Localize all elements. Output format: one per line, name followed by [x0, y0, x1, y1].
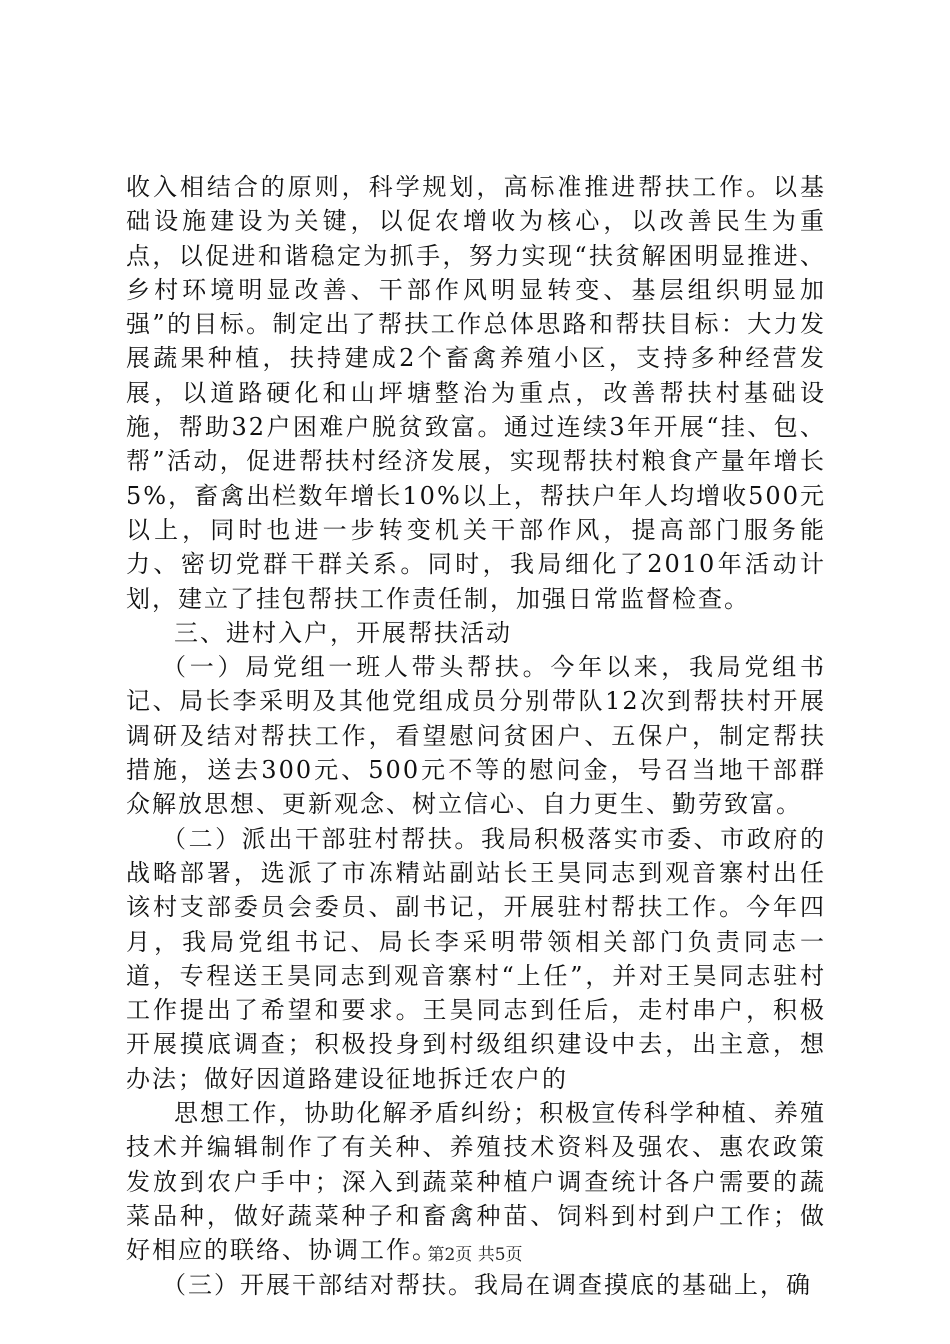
paragraph-pairing: （三）开展干部结对帮扶。我局在调查摸底的基础上，确	[162, 1270, 812, 1299]
paragraph-continuation: 思想工作，协助化解矛盾纠纷；积极宣传科学种植、养殖技术并编辑制作了有关种、养殖技术资料及强农、惠农政策发放到农户手中；深入到蔬菜种植户调查统计各户需要的蔬菜品种，做好蔬菜种子和畜禽种苗、饲料到村到户工作；做好相应的联络、协调工作。	[126, 1099, 826, 1265]
paragraph-party-leaders: （一）局党组一班人带头帮扶。今年以来，我局党组书记、局长李采明及其他党组成员分别带队12次到帮扶村开展调研及结对帮扶工作，看望慰问贫困户、五保户，制定帮扶措施，送去300元、500元不等的慰问金，号召当地干部群众解放思想、更新观念、树立信心、自力更生、勤劳致富。	[126, 653, 826, 819]
page-number-footer: 第2页 共5页	[427, 1245, 523, 1265]
paragraph-plan: 收入相结合的原则，科学规划，高标准推进帮扶工作。以基础设施建设为关键，以促农增收为核心，以改善民生为重点，以促进和谐稳定为抓手，努力实现“扶贫解困明显推进、乡村环境明显改善、干部作风明显转变、基层组织明显加强”的目标。制定出了帮扶工作总体思路和帮扶目标：大力发展蔬果种植，扶持建成2个畜禽养殖小区，支持多种经营发展，以道路硬化和山坪塘整治为重点，改善帮扶村基础设施，帮助32户困难户脱贫致富。通过连续3年开展“挂、包、帮”活动，促进帮扶村经济发展，实现帮扶村粮食产量年增长5%，畜禽出栏数年增长10%以上，帮扶户年人均增收500元以上，同时也进一步转变机关干部作风，提高部门服务能力、密切党群干群关系。同时，我局细化了2010年活动计划，建立了挂包帮扶工作责任制，加强日常监督检查。	[126, 173, 826, 613]
paragraph-village-cadre: （二）派出干部驻村帮扶。我局积极落实市委、市政府的战略部署，选派了市冻精站副站长王昊同志到观音寨村出任该村支部委员会委员、副书记，开展驻村帮扶工作。今年四月，我局党组书记、局长李采明带领相关部门负责同志一道，专程送王昊同志到观音寨村“上任”，并对王昊同志驻村工作提出了希望和要求。王昊同志到任后，走村串户，积极开展摸底调查；积极投身到村级组织建设中去，出主意，想办法；做好因道路建设征地拆迁农户的	[126, 824, 826, 1093]
document-body	[126, 170, 826, 1302]
section-heading-3: 三、进村入户，开展帮扶活动	[174, 618, 512, 647]
